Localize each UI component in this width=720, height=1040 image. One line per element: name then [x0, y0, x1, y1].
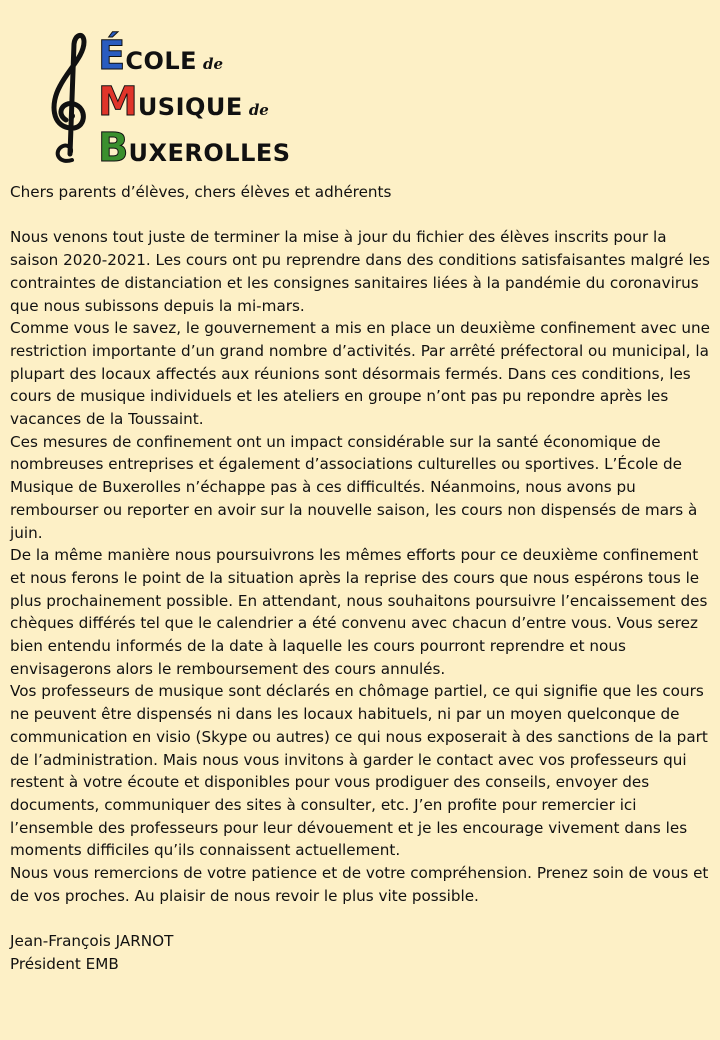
signature-title: Président EMB	[10, 954, 119, 973]
letter-paragraph: De la même manière nous poursuivrons les mêmes efforts pour ce deuxième confinement et nous ferons le point de la situation après la reprise des cours que nous espérons tous le plus prochainement possible. En attendant, nous souhaitons poursuivre l’encaissement des chèques différés tel que le calendrier a été convenu avec chacun d’entre vous. Vous serez bien entendu informés de la date à laquelle les cours pourront reprendre et nous envisagerons alors le remboursement des cours annulés.	[10, 546, 708, 678]
logo-line-ecole	[98, 33, 224, 79]
logo-text-de: de	[248, 101, 269, 119]
letter-paragraph: Nous venons tout juste de terminer la mise à jour du fichier des élèves inscrits pour la saison 2020-2021. Les cours ont pu reprendre dans des conditions satisfaisantes malgré les contraintes de distanciation et les consignes sanitaires liées à la pandémie du coronavirus que nous subissons depuis la mi-mars.	[10, 228, 710, 315]
letter-greeting: Chers parents d’élèves, chers élèves et adhérents	[10, 183, 392, 201]
logo-text-buxerolles: UXEROLLES	[128, 139, 291, 167]
logo-initial-b: B	[98, 125, 129, 171]
spacer	[10, 907, 714, 930]
logo-line-buxerolles	[98, 125, 291, 171]
logo-text-ecole: COLE	[125, 47, 198, 75]
school-logo	[46, 24, 316, 172]
signature-name: Jean-François JARNOT	[10, 932, 174, 951]
logo-text-de: de	[203, 55, 224, 73]
logo-initial-m: M	[98, 79, 138, 125]
logo-text-musique: USIQUE	[137, 93, 243, 121]
logo-initial-e: É	[98, 33, 126, 79]
letter-paragraph: Comme vous le savez, le gouvernement a mis en place un deuxième confinement avec une restriction importante d’un grand nombre d’activités. Par arrêté préfectoral ou municipal, la plupart des locaux affectés aux réunions sont désormais fermés. Dans ces conditions, les cours de musique individuels et les ateliers en groupe n’ont pas pu repondre après les vacances de la Toussaint.	[10, 319, 710, 429]
letter-paragraph: Vos professeurs de musique sont déclarés en chômage partiel, ce qui signifie que les cours ne peuvent être dispensés ni dans les locaux habituels, ni par un moyen quelconque de communication en visio (Skype ou autres) ce qui nous exposerait à des sanctions de la part de l’administration. Mais nous vous invitons à garder le contact avec vos professeurs qui restent à votre écoute et disponibles pour vous prodiguer des conseils, envoyer des documents, communiquer des sites à consulter, etc. J’en profite pour remercier ici l’ensemble des professeurs pour leur dévouement et je les encourage vivement dans les moments difficiles qu’ils connaissent actuellement.	[10, 682, 708, 860]
letter-paragraph: Ces mesures de confinement ont un impact considérable sur la santé économique de nombreuses entreprises et également d’associations culturelles ou sportives. L’École de Musique de Buxerolles n’échappe pas à ces difficultés. Néanmoins, nous avons pu rembourser ou reporter en avoir sur la nouvelle saison, les cours non dispensés de mars à juin.	[10, 432, 698, 542]
treble-clef-icon	[46, 30, 92, 166]
spacer	[10, 204, 714, 227]
logo-line-musique	[98, 79, 269, 125]
letter-body	[10, 181, 714, 976]
letter-paragraph: Nous vous remercions de votre patience et de votre compréhension. Prenez soin de vous et de vos proches. Au plaisir de nous revoir le plus vite possible.	[10, 864, 709, 905]
